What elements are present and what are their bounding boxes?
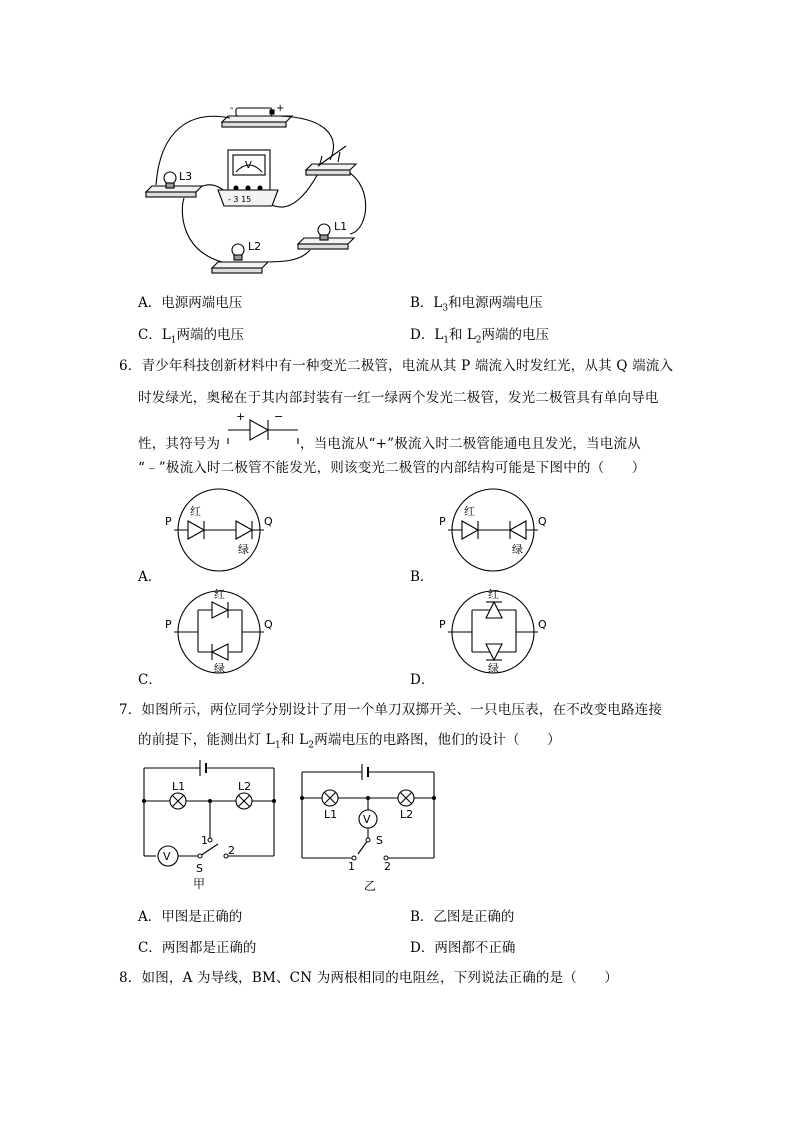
q6-option-c[interactable]: C． <box>138 672 162 688</box>
q7-line-2: 的前提下，能测出灯 $L_1$和 $L_2$两端电压的电路图，他们的设计（ ） <box>138 732 561 751</box>
q7-option-c[interactable]: C．两图都是正确的 <box>138 940 257 956</box>
q8-line-1: 8．如图，A 为导线，BM、CN 为两根相同的电阻丝，下列说法正确的是（ ） <box>119 970 619 986</box>
q6a-q-label: Q <box>264 515 273 528</box>
q7b-s-label: S <box>376 834 383 847</box>
q5-meter-v: V <box>245 160 252 171</box>
q6a-red-label: 红 <box>190 505 201 518</box>
q5-option-b[interactable]: B．$L_3$和电源两端电压 <box>410 295 543 314</box>
q6-line-3-pre: 性，其符号为 <box>138 436 221 452</box>
q6c-q-label: Q <box>264 618 273 631</box>
q6-figure-c <box>160 588 280 678</box>
q6d-green-label: 绿 <box>488 662 499 675</box>
q7a-s-label: S <box>196 862 203 875</box>
q6b-q-label: Q <box>538 515 547 528</box>
q6-figure-a <box>160 488 280 578</box>
q7-option-b[interactable]: B．乙图是正确的 <box>410 909 515 925</box>
q7b-l2-label: L2 <box>400 808 414 821</box>
q7b-v-label: V <box>363 813 371 826</box>
q6-figure-b <box>434 488 554 578</box>
q6c-red-label: 红 <box>214 588 225 601</box>
q7-circuit-yi <box>296 756 440 896</box>
q5-option-c[interactable]: C．$L_1$两端的电压 <box>138 327 245 346</box>
q5-label-plus: + <box>276 103 285 114</box>
diode-minus-sign: − <box>274 410 284 423</box>
q6a-green-label: 绿 <box>238 543 249 556</box>
q5-option-a[interactable]: A．电源两端电压 <box>138 295 243 311</box>
q6d-red-label: 红 <box>488 588 499 601</box>
q7-line-1: 7．如图所示，两位同学分别设计了用一个单刀双掷开关、一只电压表，在不改变电路连接 <box>119 702 663 718</box>
q7b-1-label: 1 <box>348 860 355 873</box>
q5-circuit-figure <box>0 0 794 290</box>
q7a-jia-label: 甲 <box>193 877 206 891</box>
q6b-green-label: 绿 <box>512 543 523 556</box>
q6-figure-d <box>434 588 554 678</box>
q6b-p-label: P <box>439 515 446 528</box>
q6-line-4: “﹣”极流入时二极管不能发光，则该变光二极管的内部结构可能是下图中的（ ） <box>138 460 646 476</box>
q7a-l1-label: L1 <box>172 780 186 793</box>
diode-plus-sign: + <box>236 410 246 423</box>
q7a-l2-label: L2 <box>238 780 252 793</box>
q6d-q-label: Q <box>538 618 547 631</box>
q7-option-a[interactable]: A．甲图是正确的 <box>138 909 243 925</box>
q5-label-l2: L2 <box>248 240 262 253</box>
diode-symbol <box>226 408 300 444</box>
q6c-green-label: 绿 <box>214 662 225 675</box>
q5-meter-scale: - 3 15 <box>228 195 252 204</box>
q7-circuit-jia <box>140 756 280 896</box>
q6-option-b[interactable]: B． <box>410 569 434 585</box>
q6b-red-label: 红 <box>464 505 475 518</box>
q7b-l1-label: L1 <box>324 808 338 821</box>
q5-label-l1: L1 <box>334 220 348 233</box>
q6-line-3-post: ，当电流从“+”极流入时二极管能通电且发光，当电流从 <box>300 436 641 452</box>
q6-option-d[interactable]: D． <box>410 672 435 688</box>
q6-line-1: 6．青少年科技创新材料中有一种变光二极管，电流从其 P 端流入时发红光，从其 Q 端流入 <box>119 358 674 374</box>
q6-option-a[interactable]: A． <box>138 569 162 585</box>
q7-option-d[interactable]: D．两图都不正确 <box>410 940 516 956</box>
q5-option-d[interactable]: D．$L_1$和 $L_2$两端的电压 <box>410 327 550 346</box>
q7b-2-label: 2 <box>384 860 391 873</box>
q6c-p-label: P <box>165 618 172 631</box>
q6d-p-label: P <box>439 618 446 631</box>
q6a-p-label: P <box>165 515 172 528</box>
q7a-1-label: 1 <box>201 834 208 847</box>
q5-label-minus: - <box>230 103 234 114</box>
q7a-2-label: 2 <box>228 844 235 857</box>
q7a-v-label: V <box>163 850 171 863</box>
q5-label-l3: L3 <box>179 170 193 183</box>
q7b-yi-label: 乙 <box>364 879 377 893</box>
q6-line-2: 时发绿光，奥秘在于其内部封装有一红一绿两个发光二极管，发光二极管具有单向导电 <box>138 390 659 406</box>
